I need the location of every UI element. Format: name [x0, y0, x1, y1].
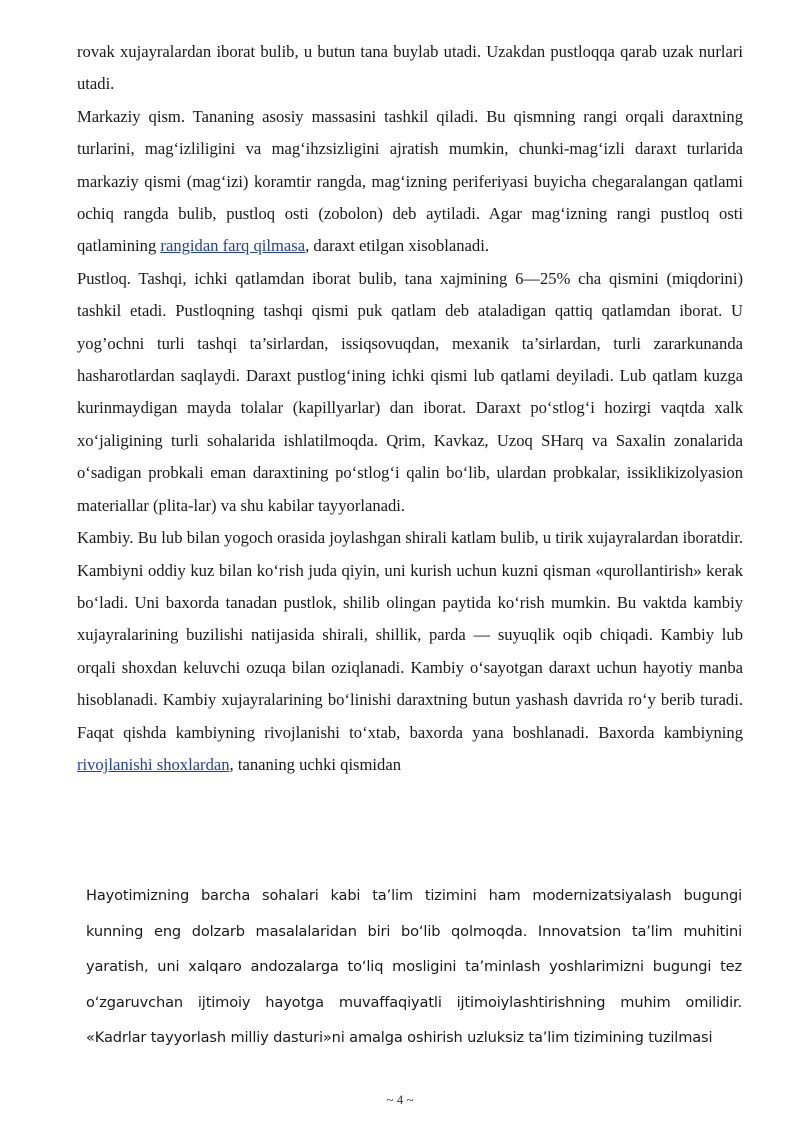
paragraph-pustloq — [77, 263, 743, 522]
paragraph-markaziy-qism — [77, 101, 743, 263]
main-text-block — [77, 36, 743, 781]
secondary-text-block — [86, 878, 742, 1056]
paragraph-talim-text: Hayotimizning barcha sohalari kabi ta’lim tizimini ham modernizatsiyalash bugungi kunning eng dolzarb masalalaridan biri bo‘lib qolmoqda. Innovatsion ta’lim muhitini yaratish, uni xalqaro andozalarga to‘liq mosligini ta’minlash yoshlarimizni bugungi tez o‘zgaruvchan ijtimoiy hayotga muvaffaqiyatli ijtimoiylashtirishning muhim omilidir. «Kadrlar tayyorlash milliy dasturi»ni amalga oshirish uzluksiz ta’lim tizimining tuzilmasi — [86, 887, 742, 1047]
paragraph-markaziy-text-end: , daraxt etilgan xisoblanadi. — [305, 236, 489, 256]
page-number: ~ 4 ~ — [386, 1092, 414, 1107]
paragraph-pustloq-text: Pustloq. Tashqi, ichki qatlamdan iborat bulib, tana xajmining 6—25% cha qismini (miqdorini) tashkil etadi. Pustloqning tashqi qismi puk qatlam deb ataladigan qattiq qatlamdan iborat. U yog’ochni turli tashqi ta’sirlardan, issiqsovuqdan, mexanik ta’sirlardan, turli zararkunanda hasharotlardan saqlaydi. Daraxt pustlog‘ining ichki qismi lub qatlami deyiladi. Lub qatlam kuzga kurinmaydigan mayda tolalar (kapillyarlar) dan iborat. Daraxt po‘stlog‘i hozirgi vaqtda xalk xo‘jaligining turli sohalarida ishlatilmoqda. Qrim, Kavkaz, Uzoq SHarq va Saxalin zonalarida o‘sadigan probkali eman daraxtining po‘stlog‘i qalin bo‘lib, ulardan probkalar, issiklikizolyasion materiallar (plita-lar) va shu kabilar tayyorlanadi. — [77, 268, 743, 515]
paragraph-markaziy-text: Markaziy qism. Tananing asosiy massasini tashkil qiladi. Bu qismning rangi orqali daraxtning turlarini, mag‘izliligini va mag‘ihzsizligini ajratish mumkin, chunki-mag‘izli daraxt turlarida markaziy qismi (mag‘izi) koramtir rangda, mag‘izning periferiyasi buyicha chegaralangan qatlami ochiq rangda bulib, pustloq osti (zobolon) deb aytiladi. Agar mag‘izning rangi pustloq osti qatlamining — [77, 106, 743, 256]
paragraph-kambiy-text: Kambiy. Bu lub bilan yogoch orasida joylashgan shirali katlam bulib, u tirik xujayralardan iboratdir. Kambiyni oddiy kuz bilan ko‘rish juda qiyin, uni kurish uchun kuzni qisman «qurollantirish» kerak bo‘ladi. Uni baxorda tanadan pustlok, shilib olingan paytida ko‘rish mumkin. Bu vaktda kambiy xujayralarining buzilishi natijasida shirali, shillik, parda — suyuqlik oqib chiqadi. Kambiy lub orqali shoxdan keluvchi ozuqa bilan oziqlanadi. Kambiy o‘sayotgan daraxt uchun hayotiy manba hisoblanadi. Kambiy xujayralarining bo‘linishi daraxtning butun yashash davrida ro‘y berib turadi. Faqat qishda kambiyning rivojlanishi to‘xtab, baxorda yana boshlanadi. Baxorda kambiyning — [77, 528, 743, 742]
paragraph-kambiy-text-end: , tananing uchki qismidan — [229, 754, 401, 774]
paragraph-kambiy — [77, 522, 743, 781]
paragraph-intro-text: rovak xujayralardan iborat bulib, u butun tana buylab utadi. Uzakdan pustloqqa qarab uzak nurlari utadi. — [77, 42, 743, 94]
link-rivojlanishi-shoxlardan[interactable]: rivojlanishi shoxlardan — [77, 754, 230, 774]
paragraph-talim — [86, 878, 742, 1056]
link-rangidan-farq[interactable]: rangidan farq qilmasa — [160, 236, 306, 256]
paragraph-intro — [77, 36, 743, 101]
